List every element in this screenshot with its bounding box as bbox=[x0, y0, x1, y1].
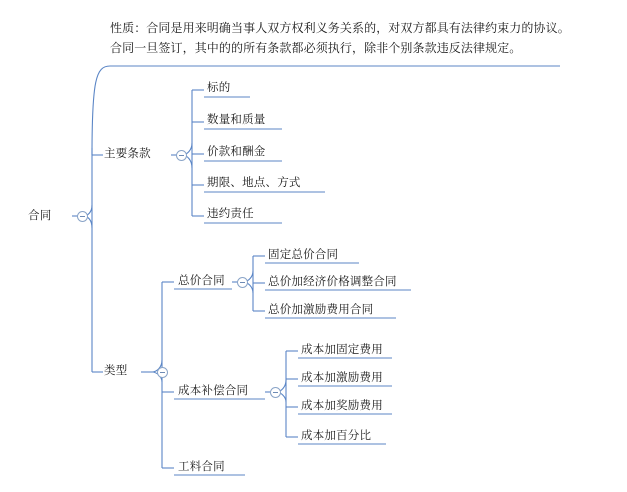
node-cost-plus-percentage[interactable]: 成本加百分比 bbox=[301, 430, 372, 442]
note-text bbox=[110, 18, 570, 58]
node-firm-fixed-price[interactable]: 固定总价合同 bbox=[268, 249, 339, 261]
collapse-toggle-lump-sum[interactable] bbox=[237, 277, 248, 288]
note-line-1: 性质：合同是用来明确当事人双方权利义务关系的，对双方都具有法律约束力的协议。 bbox=[110, 21, 570, 35]
node-fixed-price-economic-adjustment[interactable]: 总价加经济价格调整合同 bbox=[268, 276, 397, 288]
node-cost-plus-fixed-fee[interactable]: 成本加固定费用 bbox=[301, 344, 383, 356]
node-fixed-price-incentive-fee[interactable]: 总价加激励费用合同 bbox=[268, 304, 374, 316]
branch-main-terms-label[interactable]: 主要条款 bbox=[104, 148, 151, 160]
node-cost-plus-award-fee[interactable]: 成本加奖励费用 bbox=[301, 400, 383, 412]
node-price-remuneration[interactable]: 价款和酬金 bbox=[207, 146, 266, 158]
node-quantity-quality[interactable]: 数量和质量 bbox=[207, 114, 266, 126]
node-cost-reimbursable-contract[interactable]: 成本补偿合同 bbox=[178, 385, 249, 397]
branch-type-label[interactable]: 类型 bbox=[104, 365, 128, 377]
collapse-toggle-main-terms[interactable] bbox=[176, 150, 187, 161]
node-lump-sum-contract[interactable]: 总价合同 bbox=[178, 275, 225, 287]
node-cost-plus-incentive-fee[interactable]: 成本加激励费用 bbox=[301, 372, 383, 384]
node-breach-liability[interactable]: 违约责任 bbox=[207, 208, 254, 220]
collapse-toggle-cost-reimbursable[interactable] bbox=[270, 387, 281, 398]
collapse-toggle-root[interactable] bbox=[77, 211, 88, 222]
node-subject-matter[interactable]: 标的 bbox=[207, 82, 231, 94]
root-node-label[interactable]: 合同 bbox=[28, 210, 52, 222]
collapse-toggle-type[interactable] bbox=[157, 367, 168, 378]
node-time-materials-contract[interactable]: 工料合同 bbox=[178, 461, 225, 473]
node-term-place-method[interactable]: 期限、地点、方式 bbox=[207, 177, 301, 189]
note-line-2: 合同一旦签订，其中的的所有条款都必须执行，除非个别条款违反法律规定。 bbox=[110, 41, 522, 55]
